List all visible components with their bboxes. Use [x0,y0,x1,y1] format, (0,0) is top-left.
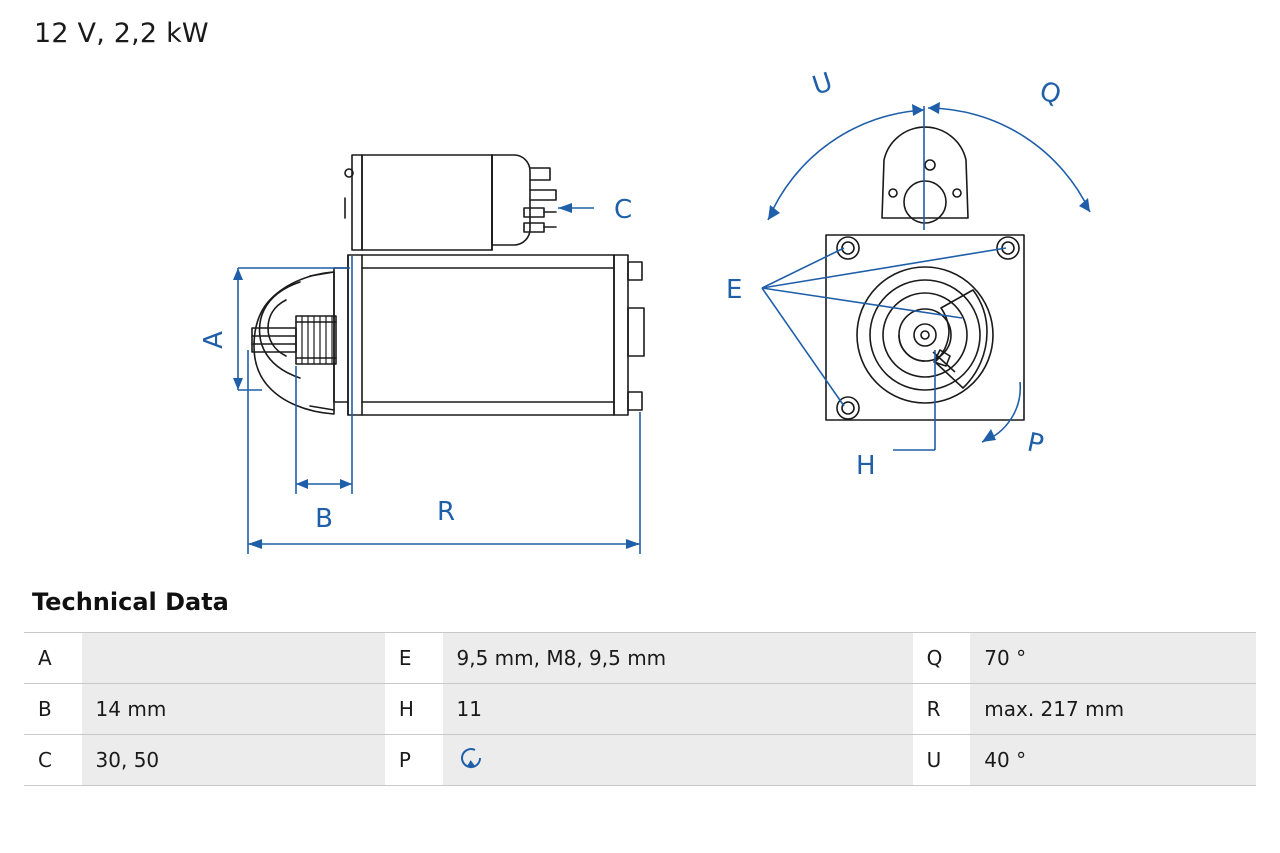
row-key-h: H [385,684,443,735]
dimension-label-c: C [614,195,633,225]
row-value-c: 30, 50 [82,735,385,786]
row-value-q: 70 ° [970,633,1256,684]
dimension-label-h: H [856,451,876,481]
solenoid-body [362,155,492,250]
dimension-label-r: R [436,497,456,527]
row-value-e: 9,5 mm, M8, 9,5 mm [443,633,913,684]
row-key-r: R [913,684,971,735]
drive-housing [254,272,334,414]
table-row [24,684,1256,735]
row-key-u: U [913,735,971,786]
row-key-b: B [24,684,82,735]
rotation-direction-icon [457,743,487,778]
dimension-label-b: B [315,504,333,534]
technical-data-title: Technical Data [32,588,229,616]
dimension-label-a: A [199,331,229,349]
motor-body [362,255,614,415]
dimension-label-q: Q [1035,76,1065,111]
dimension-label-p: P [1024,427,1047,461]
row-key-p: P [385,735,443,786]
page-title: 12 V, 2,2 kW [34,18,209,49]
table-row [24,735,1256,786]
row-key-c: C [24,735,82,786]
pilot-bore-outer [857,267,993,403]
row-value-b: 14 mm [82,684,385,735]
row-value-p [443,735,913,786]
row-value-h: 11 [443,684,913,735]
flange-plate [826,235,1024,420]
row-value-u: 40 ° [970,735,1256,786]
dimension-label-e: E [726,275,743,305]
mounting-lug [882,127,968,218]
row-value-a [82,633,385,684]
starter-motor-diagram [0,50,1280,580]
row-key-a: A [24,633,82,684]
row-value-r: max. 217 mm [970,684,1256,735]
row-key-q: Q [913,633,971,684]
dimension-label-u: U [808,67,837,102]
table-row [24,633,1256,684]
row-key-e: E [385,633,443,684]
technical-data-table [24,632,1256,786]
